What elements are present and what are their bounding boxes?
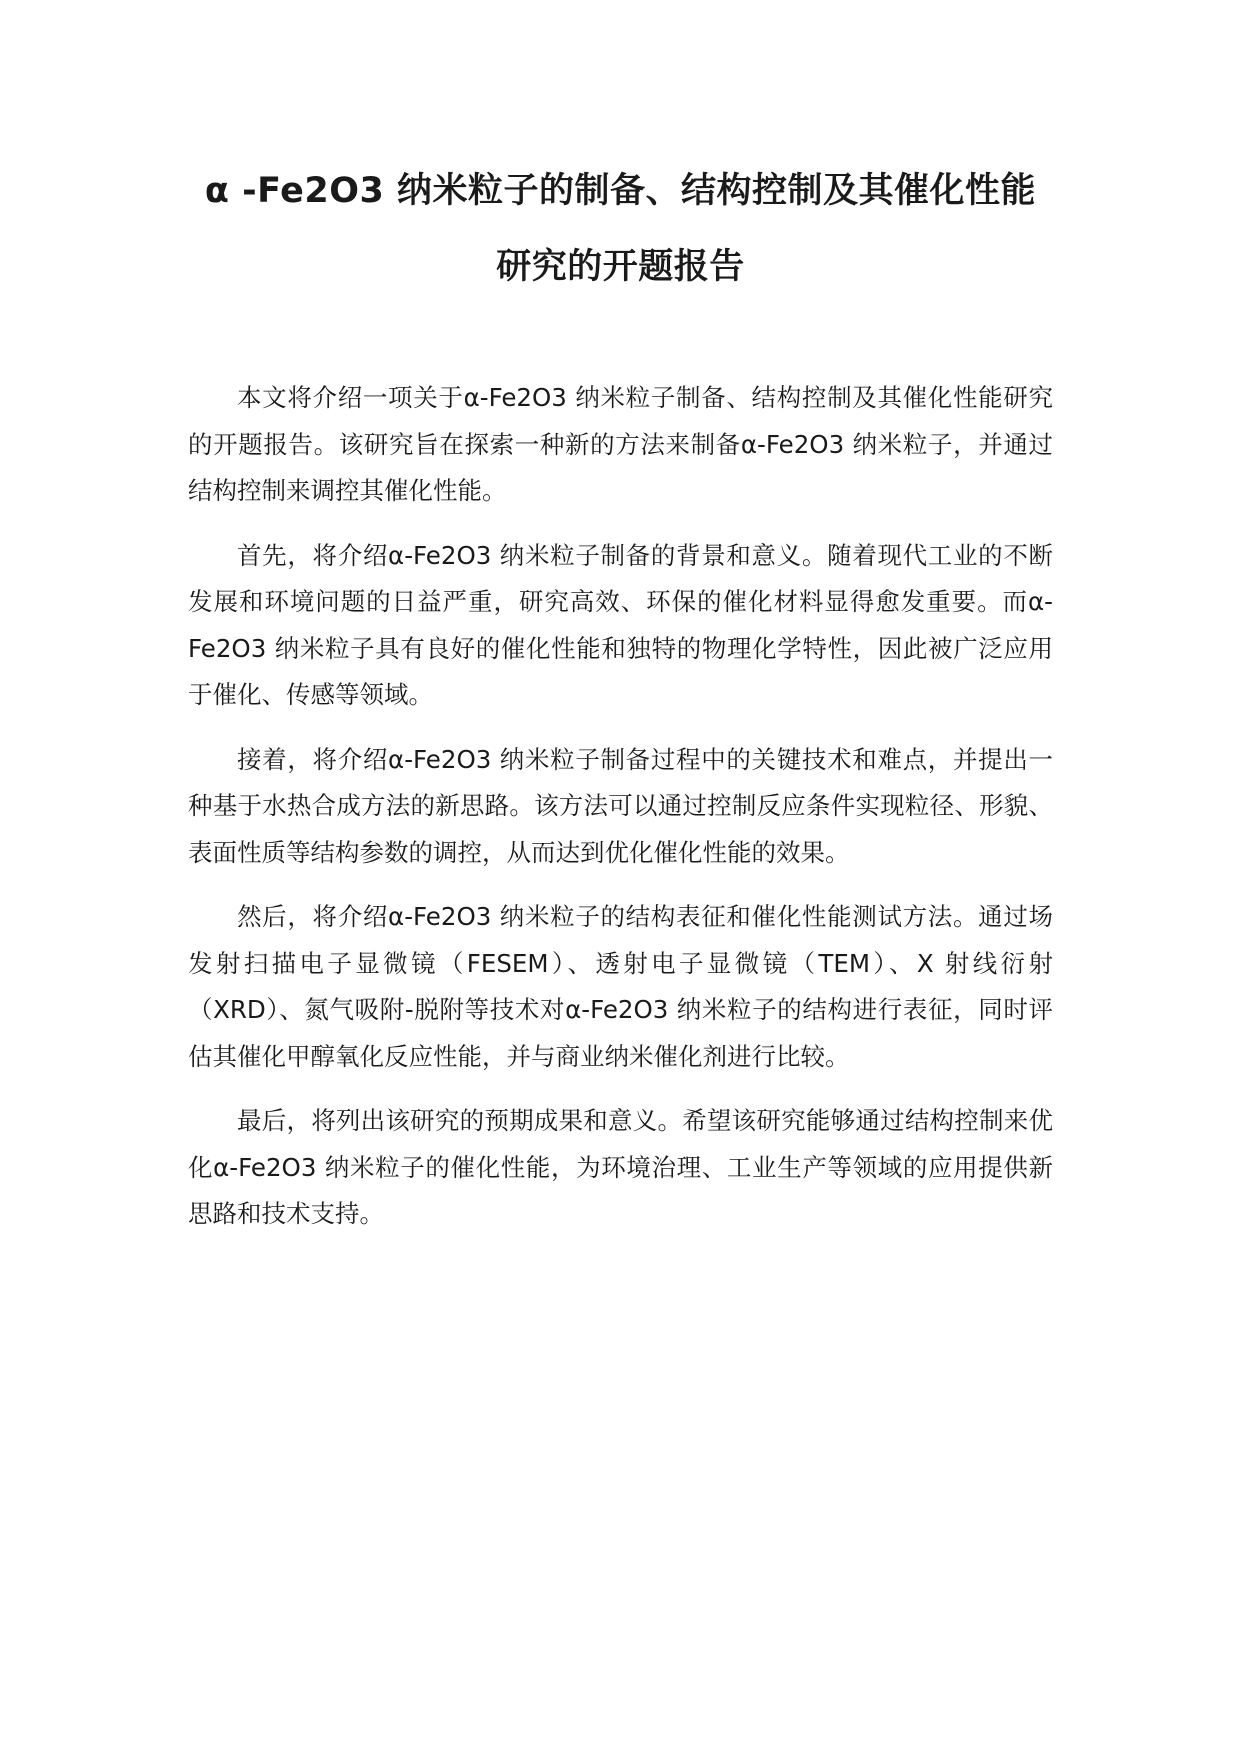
paragraph-intro: 本文将介绍一项关于α-Fe2O3 纳米粒子制备、结构控制及其催化性能研究的开题报告。该研究旨在探索一种新的方法来制备α-Fe2O3 纳米粒子，并通过结构控制来调控其催化性能。: [188, 383, 1053, 505]
paragraph-methods: 接着，将介绍α-Fe2O3 纳米粒子制备过程中的关键技术和难点，并提出一种基于水热合成方法的新思路。该方法可以通过控制反应条件实现粒径、形貌、表面性质等结构参数的调控，从而达到优化催化性能的效果。: [188, 744, 1053, 867]
title-line-1: α -Fe2O3 纳米粒子的制备、结构控制及其催化性能: [204, 171, 1037, 211]
paragraph-background: 首先，将介绍α-Fe2O3 纳米粒子制备的背景和意义。随着现代工业的不断发展和环境问题的日益严重，研究高效、环保的催化材料显得愈发重要。而α-Fe2O3 纳米粒子具有良好的催化性能和独特的物理化学特性，因此被广泛应用于催化、传感等领域。: [188, 540, 1053, 709]
paragraph-conclusion: 最后，将列出该研究的预期成果和意义。希望该研究能够通过结构控制来优化α-Fe2O3 纳米粒子的催化性能，为环境治理、工业生产等领域的应用提供新思路和技术支持。: [188, 1106, 1053, 1228]
document-title: [150, 168, 1091, 290]
document-body: [188, 375, 1053, 1256]
title-line-2: 研究的开题报告: [496, 247, 745, 287]
paragraph-characterization: 然后，将介绍α-Fe2O3 纳米粒子的结构表征和催化性能测试方法。通过场发射扫描电子显微镜（FESEM）、透射电子显微镜（TEM）、X 射线衍射（XRD）、氮气吸附-脱附等技术对α-Fe2O3 纳米粒子的结构进行表征，同时评估其催化甲醇氧化反应性能，并与商业纳米催化剂进行比较。: [188, 902, 1053, 1071]
